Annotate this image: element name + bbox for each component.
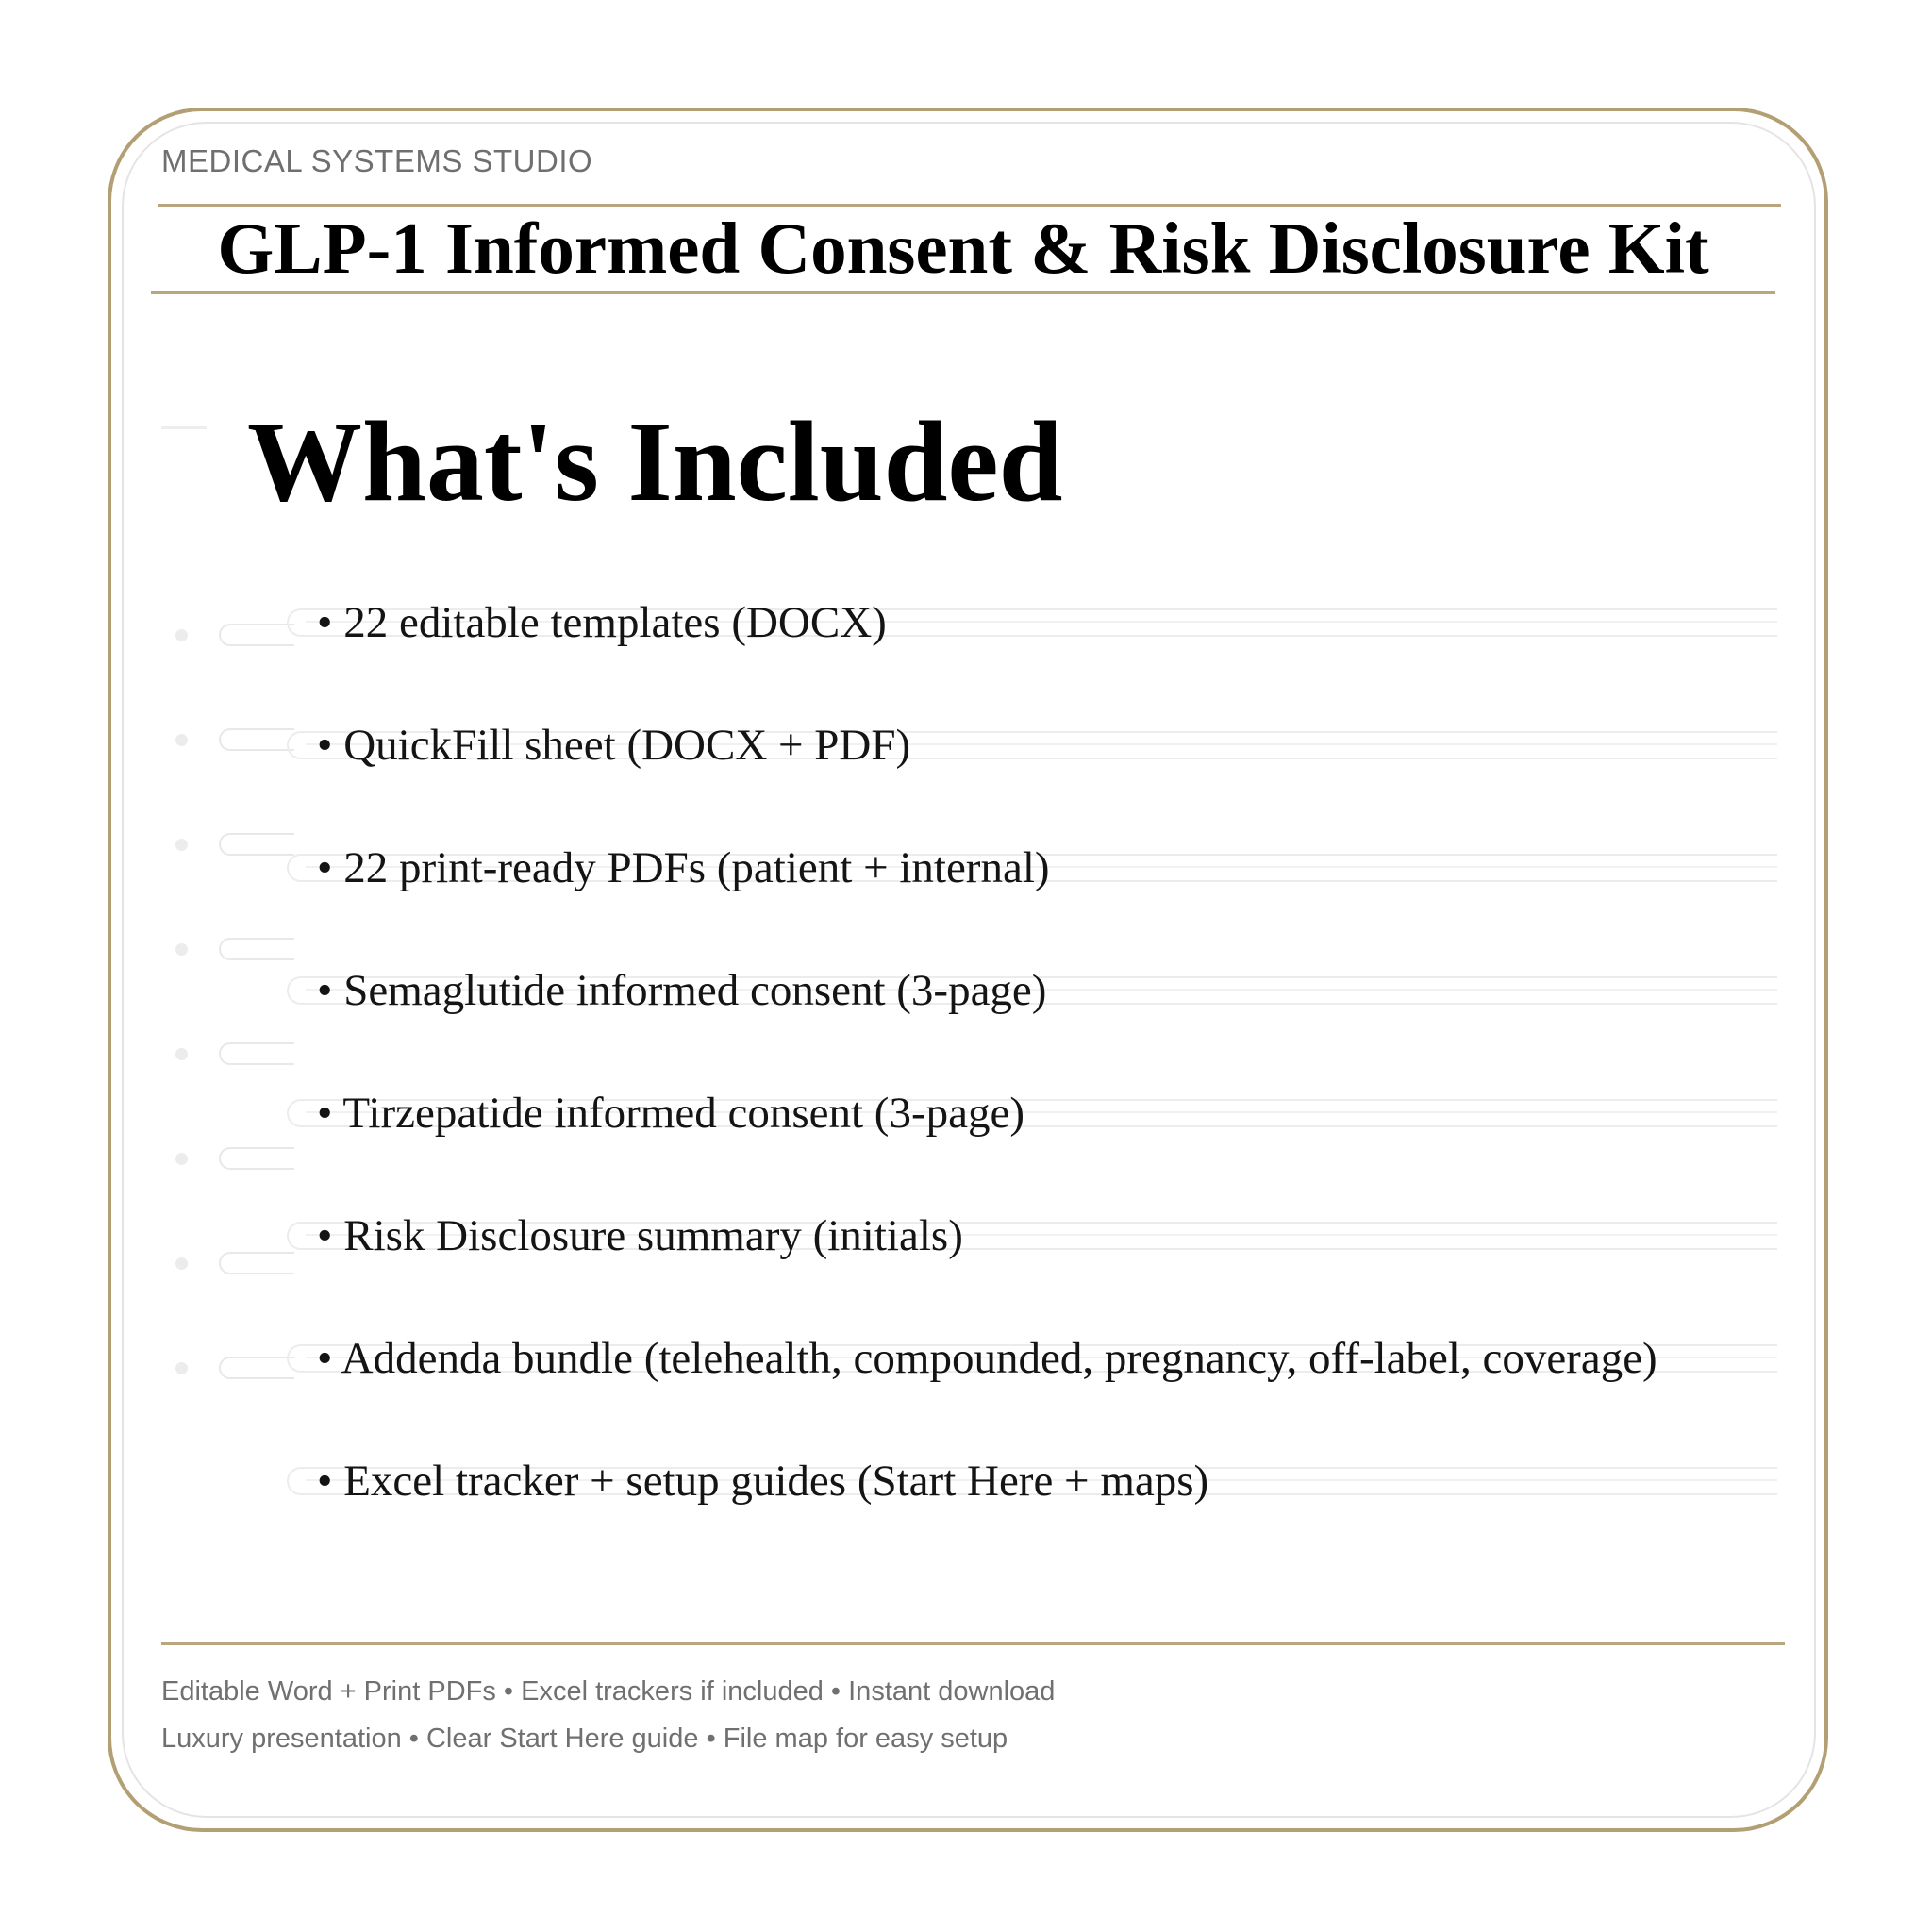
page-title: GLP-1 Informed Consent & Risk Disclosure Kit <box>217 208 1709 289</box>
list-item-text <box>317 1210 963 1261</box>
decorative-dot-icon <box>175 1153 188 1165</box>
decorative-dot-icon <box>175 629 188 641</box>
footer-features-line-2: Luxury presentation • Clear Start Here guide • File map for easy setup <box>161 1724 1008 1754</box>
bullet-icon: • <box>317 1211 333 1260</box>
decorative-pill-outline <box>219 938 294 960</box>
decorative-dot-icon <box>175 839 188 851</box>
list-item-label: Risk Disclosure summary (initials) <box>343 1211 963 1260</box>
footer-rule <box>161 1642 1785 1645</box>
decorative-pill-outline <box>219 1147 294 1170</box>
decorative-dot-icon <box>175 1362 188 1374</box>
list-item-text <box>317 597 887 648</box>
decorative-dot-icon <box>175 1048 188 1060</box>
list-item-text <box>317 842 1050 893</box>
list-item-text <box>317 1333 1657 1384</box>
bullet-icon: • <box>317 598 333 647</box>
decorative-pill-outline <box>219 1042 294 1065</box>
list-item-label: Tirzepatide informed consent (3-page) <box>342 1089 1024 1138</box>
bullet-icon: • <box>317 843 333 892</box>
bullet-icon: • <box>317 1334 333 1383</box>
decorative-dot-icon <box>175 1257 188 1270</box>
decorative-pill-outline <box>219 728 294 751</box>
bullet-icon: • <box>317 1089 333 1138</box>
decorative-dot-icon <box>175 734 188 746</box>
list-item-label: Excel tracker + setup guides (Start Here + maps) <box>343 1457 1209 1506</box>
list-item-text <box>317 1088 1024 1139</box>
list-item-label: 22 editable templates (DOCX) <box>343 598 887 647</box>
list-item-label: 22 print-ready PDFs (patient + internal) <box>343 843 1050 892</box>
bullet-icon: • <box>317 721 333 770</box>
footer-features-line-1: Editable Word + Print PDFs • Excel trackers if included • Instant download <box>161 1676 1056 1707</box>
list-item-text <box>317 1456 1208 1507</box>
list-item-text <box>317 720 910 771</box>
title-bottom-rule <box>151 291 1775 294</box>
list-item-label: QuickFill sheet (DOCX + PDF) <box>343 721 911 770</box>
section-heading: What's Included <box>247 398 1063 525</box>
decorative-pill-outline <box>219 833 294 856</box>
brand-label: MEDICAL SYSTEMS STUDIO <box>161 143 593 178</box>
bullet-icon: • <box>317 1457 333 1506</box>
list-item-text <box>317 965 1046 1016</box>
decorative-dot-icon <box>175 943 188 956</box>
decorative-tick <box>161 426 207 429</box>
decorative-pill-outline <box>219 1357 294 1379</box>
list-item-label: Addenda bundle (telehealth, compounded, pregnancy, off-label, coverage) <box>341 1334 1657 1383</box>
list-item-label: Semaglutide informed consent (3-page) <box>343 966 1047 1015</box>
decorative-pill-outline <box>219 624 294 646</box>
decorative-pill-outline <box>219 1252 294 1274</box>
bullet-icon: • <box>317 966 333 1015</box>
